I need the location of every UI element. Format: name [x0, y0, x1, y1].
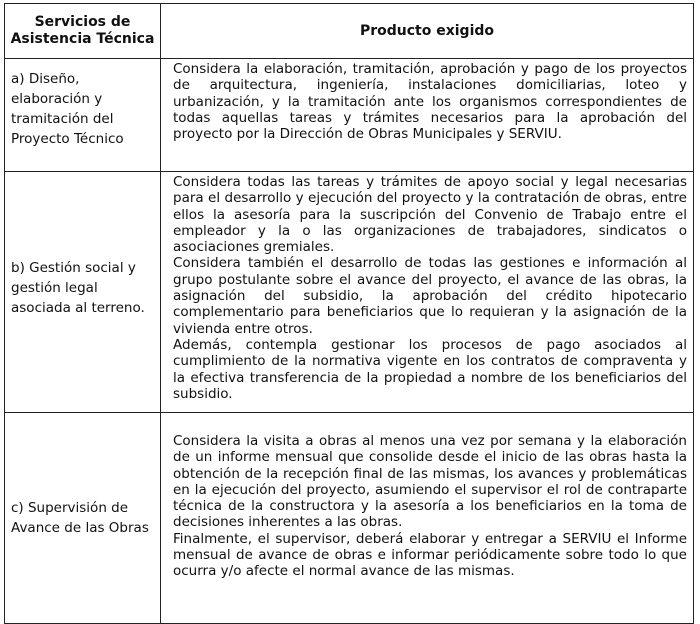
product-paragraph: Considera todas las tareas y trámites de apoyo social y legal necesarias para el desarrollo y ejecución del proyecto y la contratación de obras, entre ellos la asesoría para la suscripción del Convenio de Trabajo entre el empleador y la o las organizaciones de trabajadores, sindicatos o asociaciones gremiales. — [173, 174, 687, 256]
services-table — [4, 3, 694, 624]
product-description — [161, 59, 694, 172]
product-paragraph: Considera la elaboración, tramitación, aprobación y pago de los proyectos de arquitectura, ingeniería, instalaciones domiciliarias, loteo y urbanización, y la tramitación ante los organismos correspondientes de todas aquellas tareas y trámites necesarios para la aprobación del proyecto por la Dirección de Obras Municipales y SERVIU. — [173, 61, 687, 143]
product-paragraph: Además, contempla gestionar los procesos de pago asociados al cumplimiento de la normativa vigente en los contratos de compraventa y la efectiva transferencia de la propiedad a nombre de los beneficiarios del subsidio. — [173, 336, 687, 402]
product-paragraph: Finalmente, el supervisor, deberá elaborar y entregar a SERVIU el Informe mensual de avance de obras e informar periódicamente sobre todo lo que ocurra y/o afecte el normal avance de las mismas. — [173, 530, 687, 580]
table-row — [5, 172, 694, 413]
service-name: c) Supervisión de Avance de las Obras — [5, 413, 161, 624]
service-name: b) Gestión social y gestión legal asociada al terreno. — [5, 172, 161, 413]
service-name: a) Diseño, elaboración y tramitación del Proyecto Técnico — [5, 59, 161, 172]
table-row — [5, 413, 694, 624]
header-row — [5, 4, 694, 59]
header-service: Servicios de Asistencia Técnica — [5, 4, 161, 59]
table-row — [5, 59, 694, 172]
product-description — [161, 172, 694, 413]
header-product: Producto exigido — [161, 4, 694, 59]
product-description — [161, 413, 694, 624]
product-paragraph: Considera la visita a obras al menos una vez por semana y la elaboración de un informe mensual que consolide desde el inicio de las obras hasta la obtención de la recepción final de las mismas, los avances y problemáticas en la ejecución del proyecto, asumiendo el supervisor el rol de contraparte técnica de la constructora y la asesoría a los beneficiarios en la toma de decisiones inherentes a las obras. — [173, 433, 687, 531]
product-paragraph: Considera también el desarrollo de todas las gestiones e información al grupo postulante sobre el avance del proyecto, el avance de las obras, la asignación del subsidio, la aprobación del crédito hipotecario complementario para beneficiarios que lo requieran y la asignación de la vivienda entre otros. — [173, 255, 687, 337]
